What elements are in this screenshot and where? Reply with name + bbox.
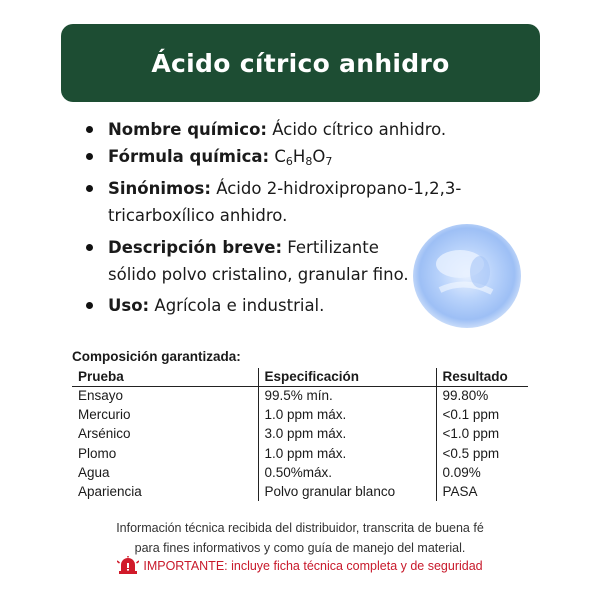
table-cell: 0.09% — [436, 463, 528, 482]
table-cell: PASA — [436, 482, 528, 501]
list-item-description — [80, 234, 410, 288]
column-header: Especificación — [258, 368, 436, 386]
table-cell: <0.5 ppm — [436, 444, 528, 463]
bullet-text: Ácido cítrico anhidro. — [267, 120, 447, 139]
table-cell: Polvo granular blanco — [258, 482, 436, 501]
table-cell: Arsénico — [78, 426, 131, 442]
table-row — [72, 463, 528, 482]
bullet-label: Descripción breve: — [108, 238, 283, 257]
warning-text: IMPORTANTE: incluye ficha técnica completa y de seguridad — [143, 559, 483, 573]
table-cell: <1.0 ppm — [436, 424, 528, 443]
table-cell: Ensayo — [78, 388, 124, 404]
table-row — [72, 405, 528, 424]
column-header: Prueba — [72, 368, 258, 386]
alarm-light-icon — [117, 556, 139, 574]
bullet-dot — [86, 244, 93, 251]
bullet-text: Agrícola e industrial. — [149, 296, 325, 315]
table-cell: Mercurio — [78, 407, 131, 423]
disclaimer-line: Información técnica recibida del distribuidor, transcrita de buena fé — [116, 521, 484, 535]
list-item-formula — [80, 143, 500, 175]
disclaimer-text — [60, 518, 540, 558]
title-banner — [61, 24, 540, 102]
bullet-dot — [86, 126, 93, 133]
disclaimer-line: para fines informativos y como guía de manejo del material. — [134, 541, 466, 555]
page-title: Ácido cítrico anhidro — [151, 48, 450, 78]
table-cell: 1.0 ppm máx. — [258, 405, 436, 424]
table-cell: 99.80% — [436, 386, 528, 405]
chemical-formula: $C_6H_8O_7$ — [274, 147, 333, 168]
table-cell: <0.1 ppm — [436, 405, 528, 424]
list-item-chemical-name — [80, 116, 500, 143]
table-cell: Apariencia — [78, 484, 142, 500]
bullet-dot — [86, 153, 93, 160]
bullet-label: Uso: — [108, 296, 150, 315]
bullet-dot — [86, 302, 93, 309]
composition-table — [72, 368, 528, 501]
bullet-label: Sinónimos: — [108, 179, 211, 198]
column-header: Resultado — [436, 368, 528, 386]
table-cell: 3.0 ppm máx. — [258, 424, 436, 443]
bullet-dot — [86, 185, 93, 192]
table-row — [72, 482, 528, 501]
composition-title: Composición garantizada: — [72, 349, 241, 364]
table-row — [72, 424, 528, 443]
bullet-label: Fórmula química: — [108, 147, 270, 166]
table-header-row — [72, 368, 528, 386]
table-cell: Agua — [78, 464, 110, 480]
table-cell: Plomo — [78, 445, 117, 461]
bullet-text: Ácido 2-hidroxipropano-1,2,3-tricarboxílico anhidro. — [108, 179, 462, 225]
table-cell: 1.0 ppm máx. — [258, 444, 436, 463]
table-row — [72, 386, 528, 405]
table-cell: 0.50%máx. — [258, 463, 436, 482]
powder-image — [410, 220, 524, 332]
table-row — [72, 444, 528, 463]
bullet-text: Fertilizante sólido polvo cristalino, granular fino. — [108, 238, 409, 284]
important-warning — [60, 556, 540, 574]
bullet-label: Nombre químico: — [108, 120, 267, 139]
table-cell: 99.5% mín. — [258, 386, 436, 405]
